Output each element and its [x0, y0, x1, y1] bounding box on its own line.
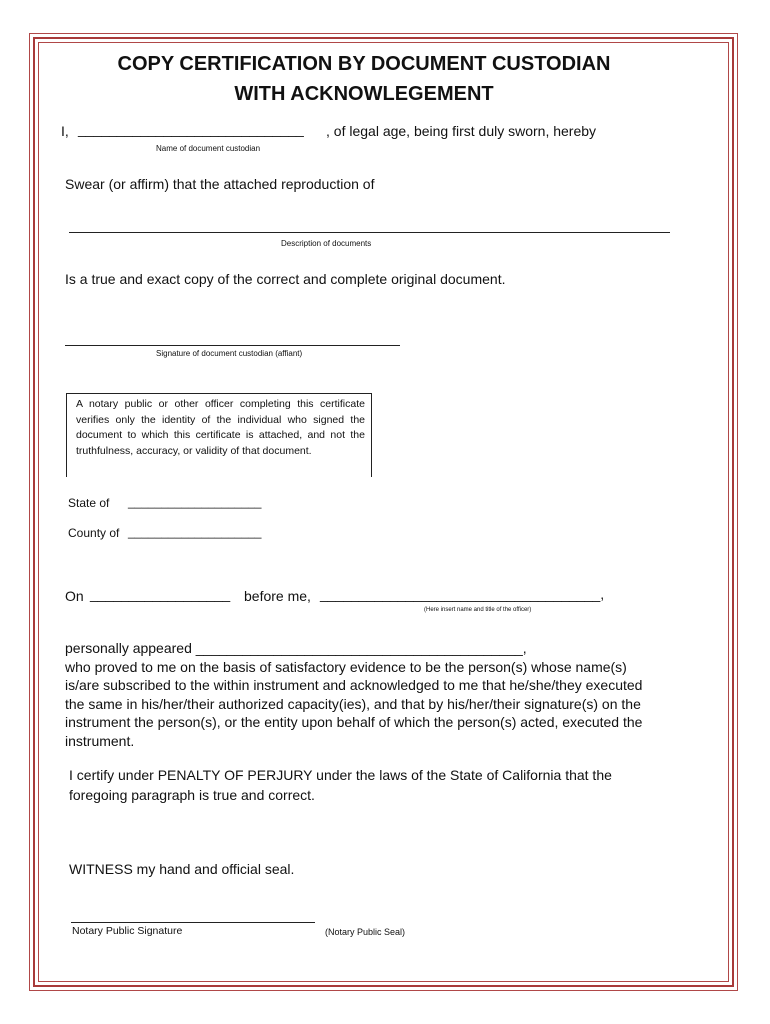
state-label: State of [68, 496, 110, 510]
county-blank[interactable]: ____________________ [128, 525, 262, 539]
document-title-line2: WITH ACKNOWLEGEMENT [234, 83, 494, 105]
acknowledgement-text: who proved to me on the basis of satisfactory evidence to be the person(s) whose name(s) is/are subscribed to the within instrument and acknowledged to me that he/she/they executed the same in his/her/their authorized capacity(ies), and that by his/her/their signature(s) on the instrument the person(s), or the entity upon behalf of which the person(s) acted, executed the instrument. [65, 658, 643, 749]
notary-signature-line[interactable] [71, 922, 315, 923]
before-me-label: before me, [244, 588, 311, 604]
intro-suffix: , of legal age, being first duly sworn, hereby [326, 123, 597, 139]
description-line[interactable] [69, 232, 670, 233]
notary-seal-caption: (Notary Public Seal) [325, 927, 406, 937]
custodian-signature-line[interactable] [65, 345, 400, 346]
on-label: On [65, 588, 84, 604]
description-caption: Description of documents [281, 239, 372, 248]
intro-prefix: I, [61, 123, 69, 139]
swear-text: Swear (or affirm) that the attached reproduction of [65, 176, 375, 192]
officer-caption: (Here insert name and title of the officer) [424, 607, 532, 613]
appeared-label: personally appeared [65, 640, 192, 656]
county-label: County of [68, 526, 120, 540]
notary-signature-caption: Notary Public Signature [72, 925, 183, 937]
document-title-line1: COPY CERTIFICATION BY DOCUMENT CUSTODIAN [117, 53, 611, 75]
true-copy-text: Is a true and exact copy of the correct and complete original document. [65, 271, 506, 287]
notary-notice-text: A notary public or other officer completing this certificate verifies only the identity of the individual who signed the document to which this certificate is attached, and not the truthfulness, accuracy, or validity of that document. [76, 398, 365, 457]
custodian-name-blank[interactable]: _____________________________ [78, 121, 304, 137]
state-blank[interactable]: ____________________ [128, 495, 262, 509]
perjury-paragraph: I certify under PENALTY OF PERJURY under the laws of the State of California that the foregoing paragraph is true and correct. [69, 767, 612, 803]
acknowledgement-paragraph [65, 639, 645, 751]
witness-text: WITNESS my hand and official seal. [69, 861, 295, 877]
appeared-blank[interactable]: __________________________________________, [195, 640, 527, 656]
officer-blank[interactable]: ____________________________________, [320, 586, 605, 602]
date-blank[interactable]: __________________ [90, 586, 231, 602]
notary-notice-box [66, 393, 372, 477]
custodian-name-caption: Name of document custodian [156, 144, 261, 153]
custodian-signature-caption: Signature of document custodian (affiant) [156, 349, 303, 358]
